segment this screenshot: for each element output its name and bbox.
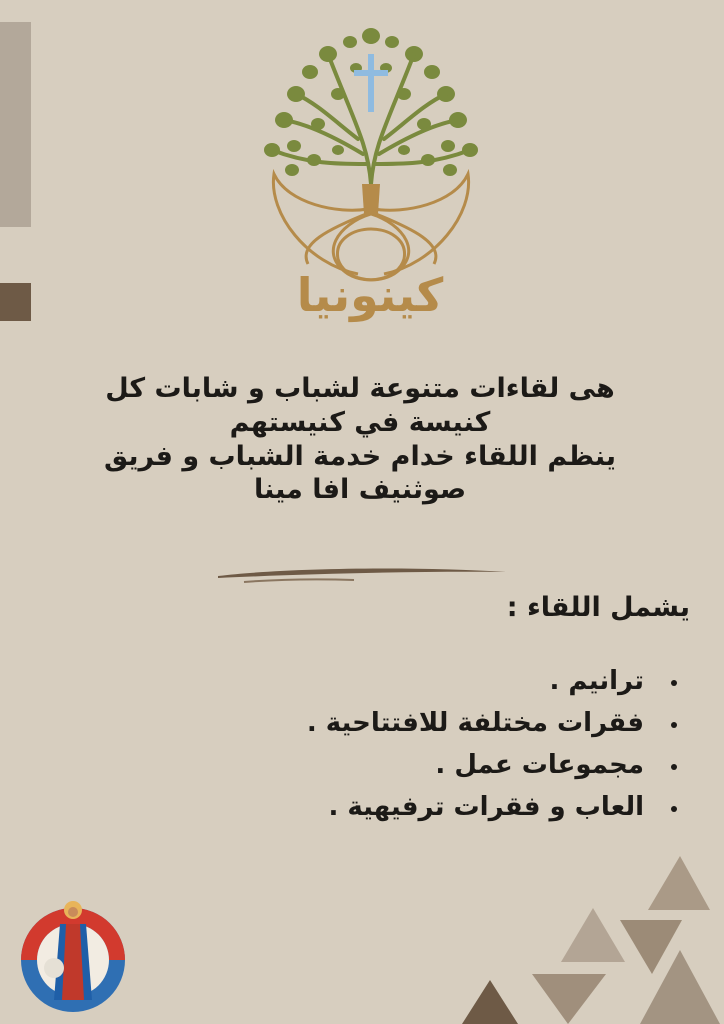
intro-line: صوثنيف افا مينا [253, 474, 467, 506]
decorative-bar-small [0, 283, 31, 321]
intro-text [95, 372, 625, 507]
cross-icon [354, 54, 388, 112]
brand-title: كينونيا [296, 268, 444, 322]
intro-line: كنيسة في كنيستهم [229, 406, 491, 438]
brush-divider [214, 562, 510, 586]
program-list [198, 660, 688, 828]
list-item: • ترانيم . [198, 660, 658, 702]
list-item: • فقرات مختلفة للافتتاحية . [198, 702, 658, 744]
intro-line: ينظم اللقاء خدام خدمة الشباب و فريق [104, 440, 616, 472]
decorative-bar-tall [0, 22, 31, 227]
program-title: يشمل اللقاء : [506, 592, 690, 623]
tree-logo-icon [258, 24, 484, 286]
decorative-triangles [460, 850, 724, 1024]
intro-line: هى لقاءات متنوعة لشباب و شابات كل [105, 373, 615, 404]
list-item: • العاب و فقرات ترفيهية . [198, 786, 658, 828]
list-item: • مجموعات عمل . [198, 744, 658, 786]
church-youth-badge-icon [14, 890, 132, 1018]
